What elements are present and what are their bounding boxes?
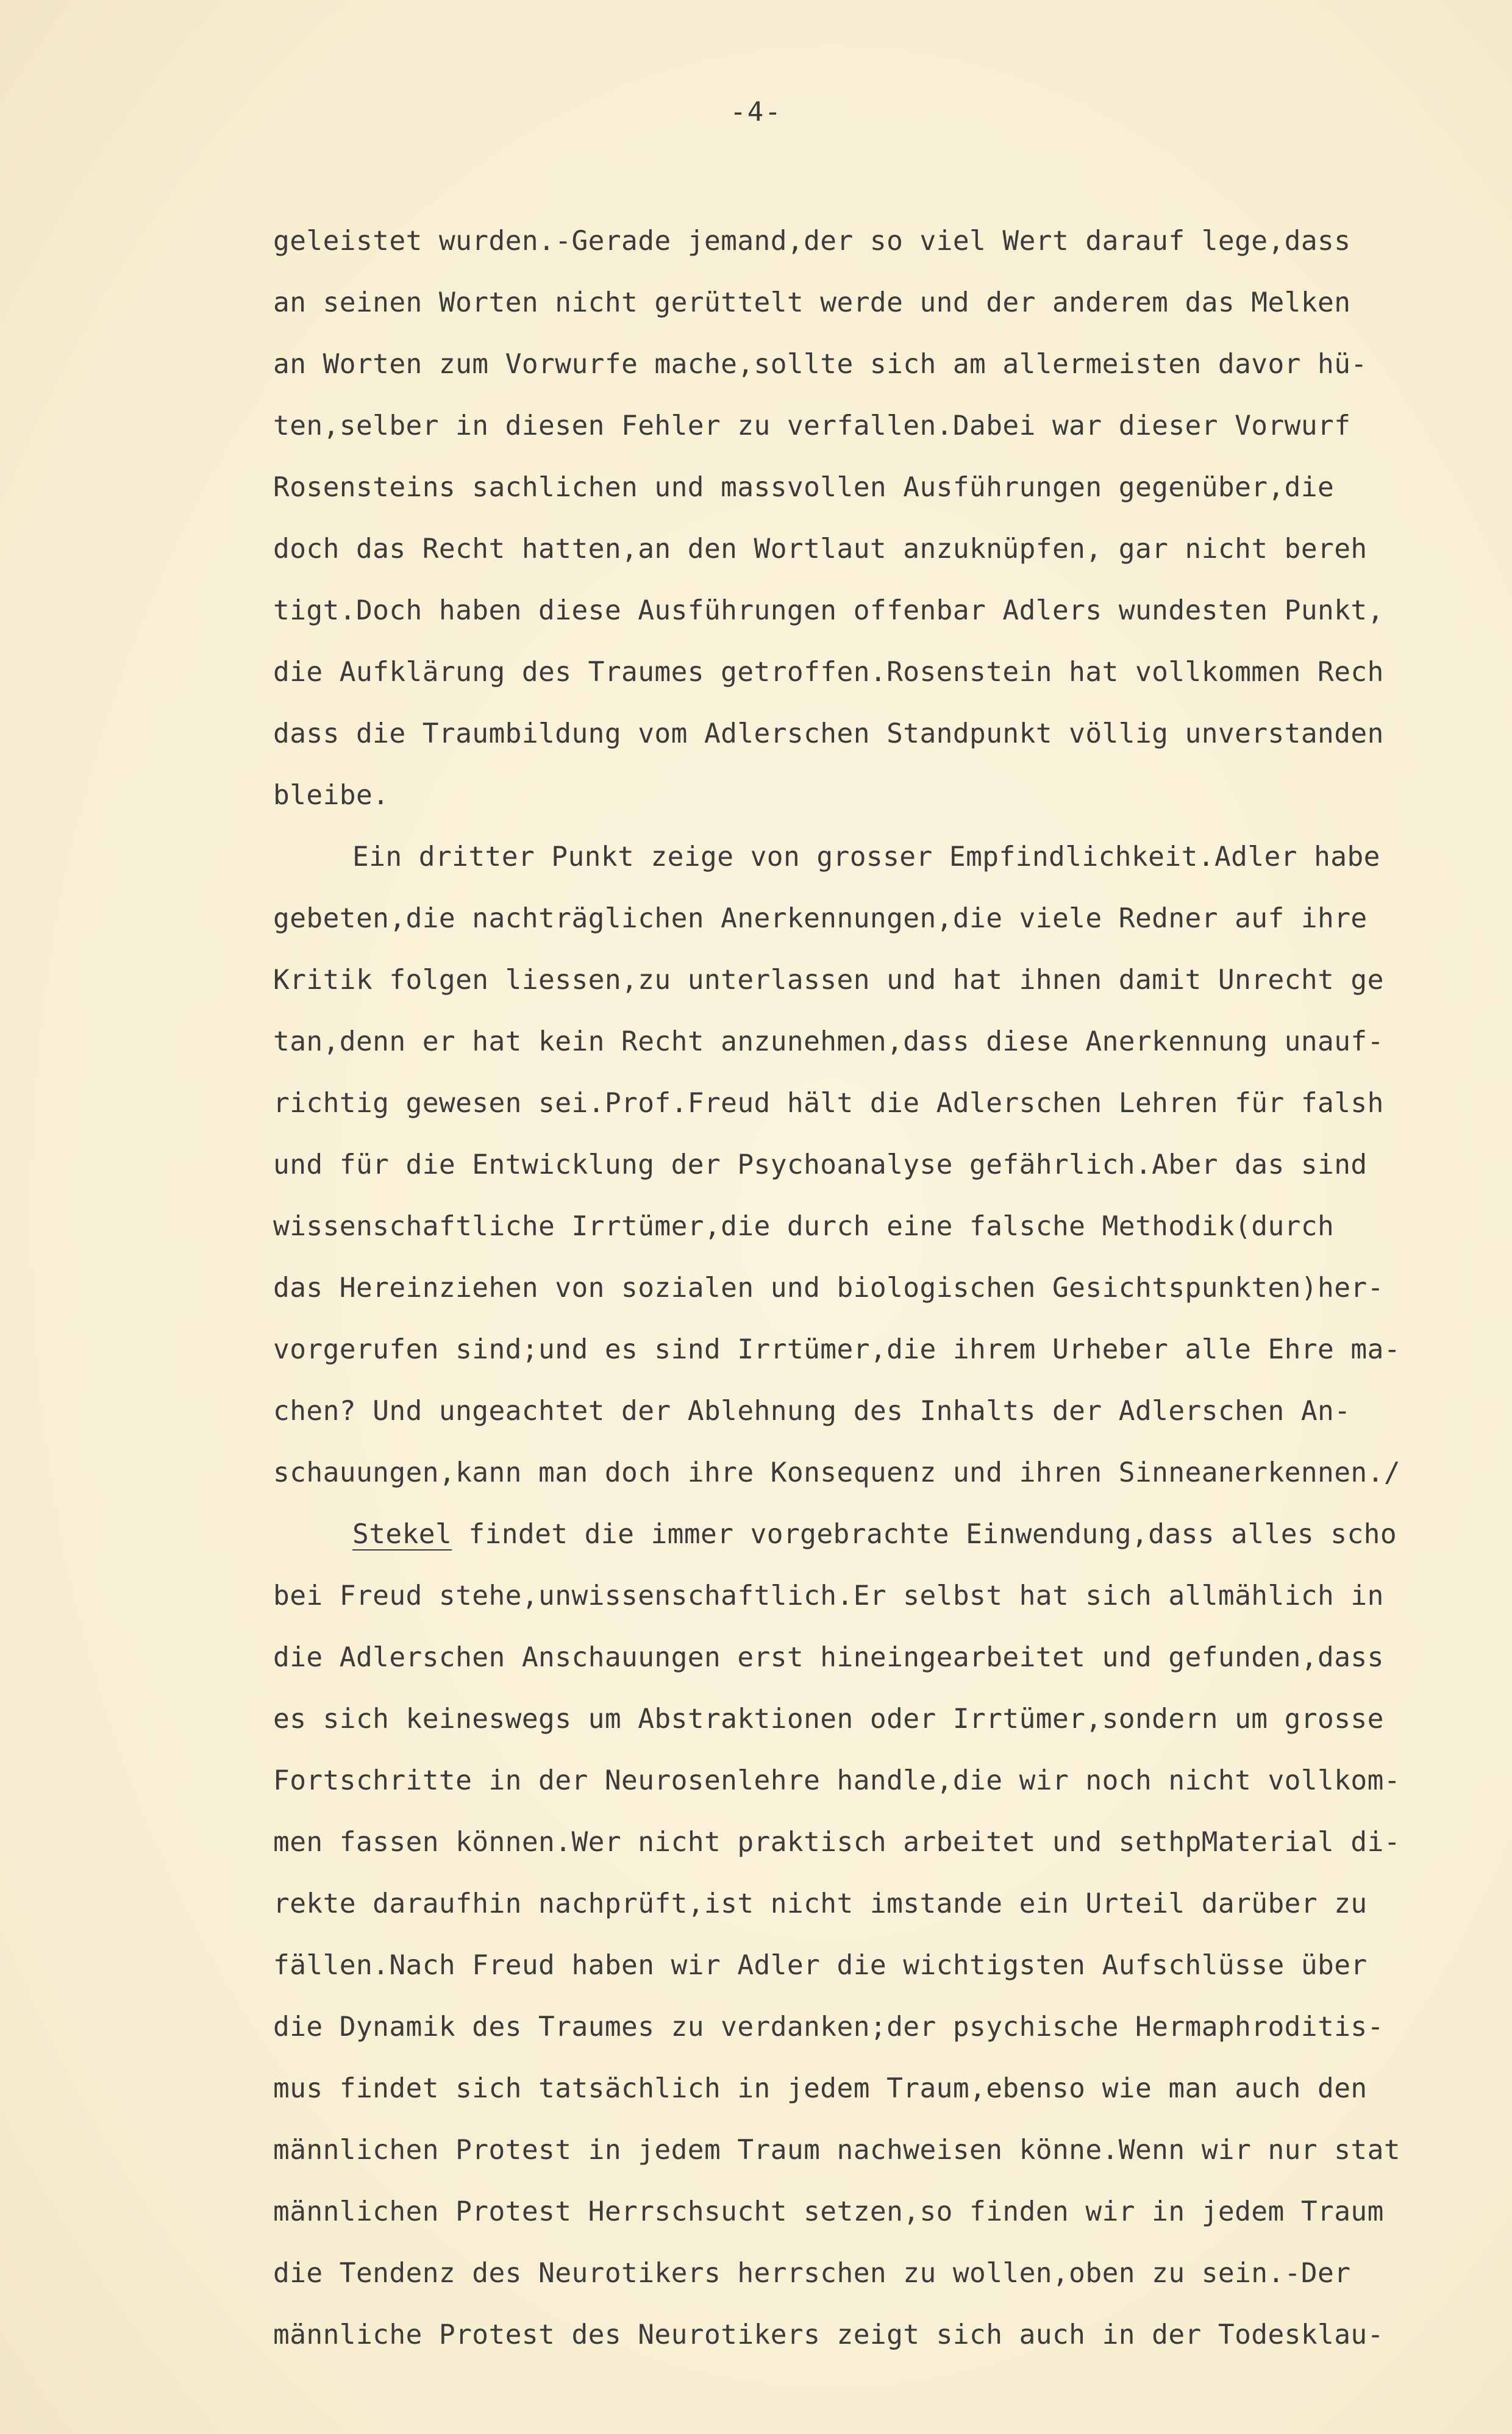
text-line: und für die Entwicklung der Psychoanalyse gefährlich.Aber das sind: [273, 1149, 1368, 1180]
paragraph-start-line: Ein dritter Punkt zeige von grosser Empfindlichkeit.Adler habe: [352, 841, 1380, 873]
text-line: geleistet wurden.-Gerade jemand,der so viel Wert darauf lege,dass: [273, 226, 1351, 257]
text-line: Fortschritte in der Neurosenlehre handle,die wir noch nicht vollkom-: [273, 1765, 1401, 1796]
text-line: bleibe.: [273, 780, 390, 811]
text-line: gebeten,die nachträglichen Anerkennungen,die viele Redner auf ihre: [273, 903, 1368, 934]
text-line: men fassen können.Wer nicht praktisch arbeitet und sethpMaterial di-: [273, 1827, 1401, 1858]
text-line: männlichen Protest in jedem Traum nachweisen könne.Wenn wir nur stat: [273, 2135, 1401, 2166]
text-line: männlichen Protest Herrschsucht setzen,so finden wir in jedem Traum: [273, 2196, 1384, 2227]
text-line: an Worten zum Vorwurfe mache,sollte sich am allermeisten davor hü-: [273, 349, 1368, 380]
text-line: Rosensteins sachlichen und massvollen Ausführungen gegenüber,die: [273, 472, 1335, 503]
text-line: die Tendenz des Neurotikers herrschen zu wollen,oben zu sein.-Der: [273, 2258, 1351, 2289]
speaker-line-rest: findet die immer vorgebrachte Einwendung,dass alles scho: [452, 1519, 1397, 1550]
text-line: bei Freud stehe,unwissenschaftlich.Er selbst hat sich allmählich in: [273, 1580, 1384, 1611]
text-line: doch das Recht hatten,an den Wortlaut anzuknüpfen, gar nicht bereh: [273, 534, 1368, 565]
text-line: chen? Und ungeachtet der Ablehnung des Inhalts der Adlerschen An-: [273, 1396, 1351, 1427]
text-line: männliche Protest des Neurotikers zeigt sich auch in der Todesklau-: [273, 2319, 1384, 2350]
text-line: dass die Traumbildung vom Adlerschen Standpunkt völlig unverstanden: [273, 718, 1384, 749]
speaker-name: Stekel: [352, 1519, 452, 1550]
text-line: es sich keineswegs um Abstraktionen oder Irrtümer,sondern um grosse: [273, 1704, 1384, 1735]
text-line: fällen.Nach Freud haben wir Adler die wichtigsten Aufschlüsse über: [273, 1950, 1368, 1981]
text-line: richtig gewesen sei.Prof.Freud hält die Adlerschen Lehren für falsh: [273, 1088, 1384, 1119]
text-line: die Dynamik des Traumes zu verdanken;der psychische Hermaphroditis-: [273, 2011, 1384, 2043]
text-line: das Hereinziehen von sozialen und biologischen Gesichtspunkten)her-: [273, 1272, 1384, 1304]
paragraph-start-line: [273, 1504, 1505, 1565]
body-text: [273, 210, 1505, 2366]
text-line: an seinen Worten nicht gerüttelt werde und der anderem das Melken: [273, 287, 1351, 318]
text-line: ten,selber in diesen Fehler zu verfallen.Dabei war dieser Vorwurf: [273, 410, 1351, 441]
text-line: vorgerufen sind;und es sind Irrtümer,die ihrem Urheber alle Ehre ma-: [273, 1334, 1401, 1365]
text-line: die Adlerschen Anschauungen erst hineingearbeitet und gefunden,dass: [273, 1642, 1384, 1673]
text-line: tan,denn er hat kein Recht anzunehmen,dass diese Anerkennung unauf-: [273, 1026, 1384, 1057]
page-number: -4-: [730, 96, 782, 127]
text-line: schauungen,kann man doch ihre Konsequenz und ihren Sinneanerkennen./: [273, 1457, 1401, 1488]
text-line: Kritik folgen liessen,zu unterlassen und hat ihnen damit Unrecht ge: [273, 965, 1384, 996]
text-line: rekte daraufhin nachprüft,ist nicht imstande ein Urteil darüber zu: [273, 1888, 1368, 1919]
text-line: mus findet sich tatsächlich in jedem Traum,ebenso wie man auch den: [273, 2073, 1368, 2104]
text-line: wissenschaftliche Irrtümer,die durch eine falsche Methodik(durch: [273, 1211, 1335, 1242]
text-line: tigt.Doch haben diese Ausführungen offenbar Adlers wundesten Punkt,: [273, 595, 1384, 626]
text-line: die Aufklärung des Traumes getroffen.Rosenstein hat vollkommen Rech: [273, 657, 1384, 688]
